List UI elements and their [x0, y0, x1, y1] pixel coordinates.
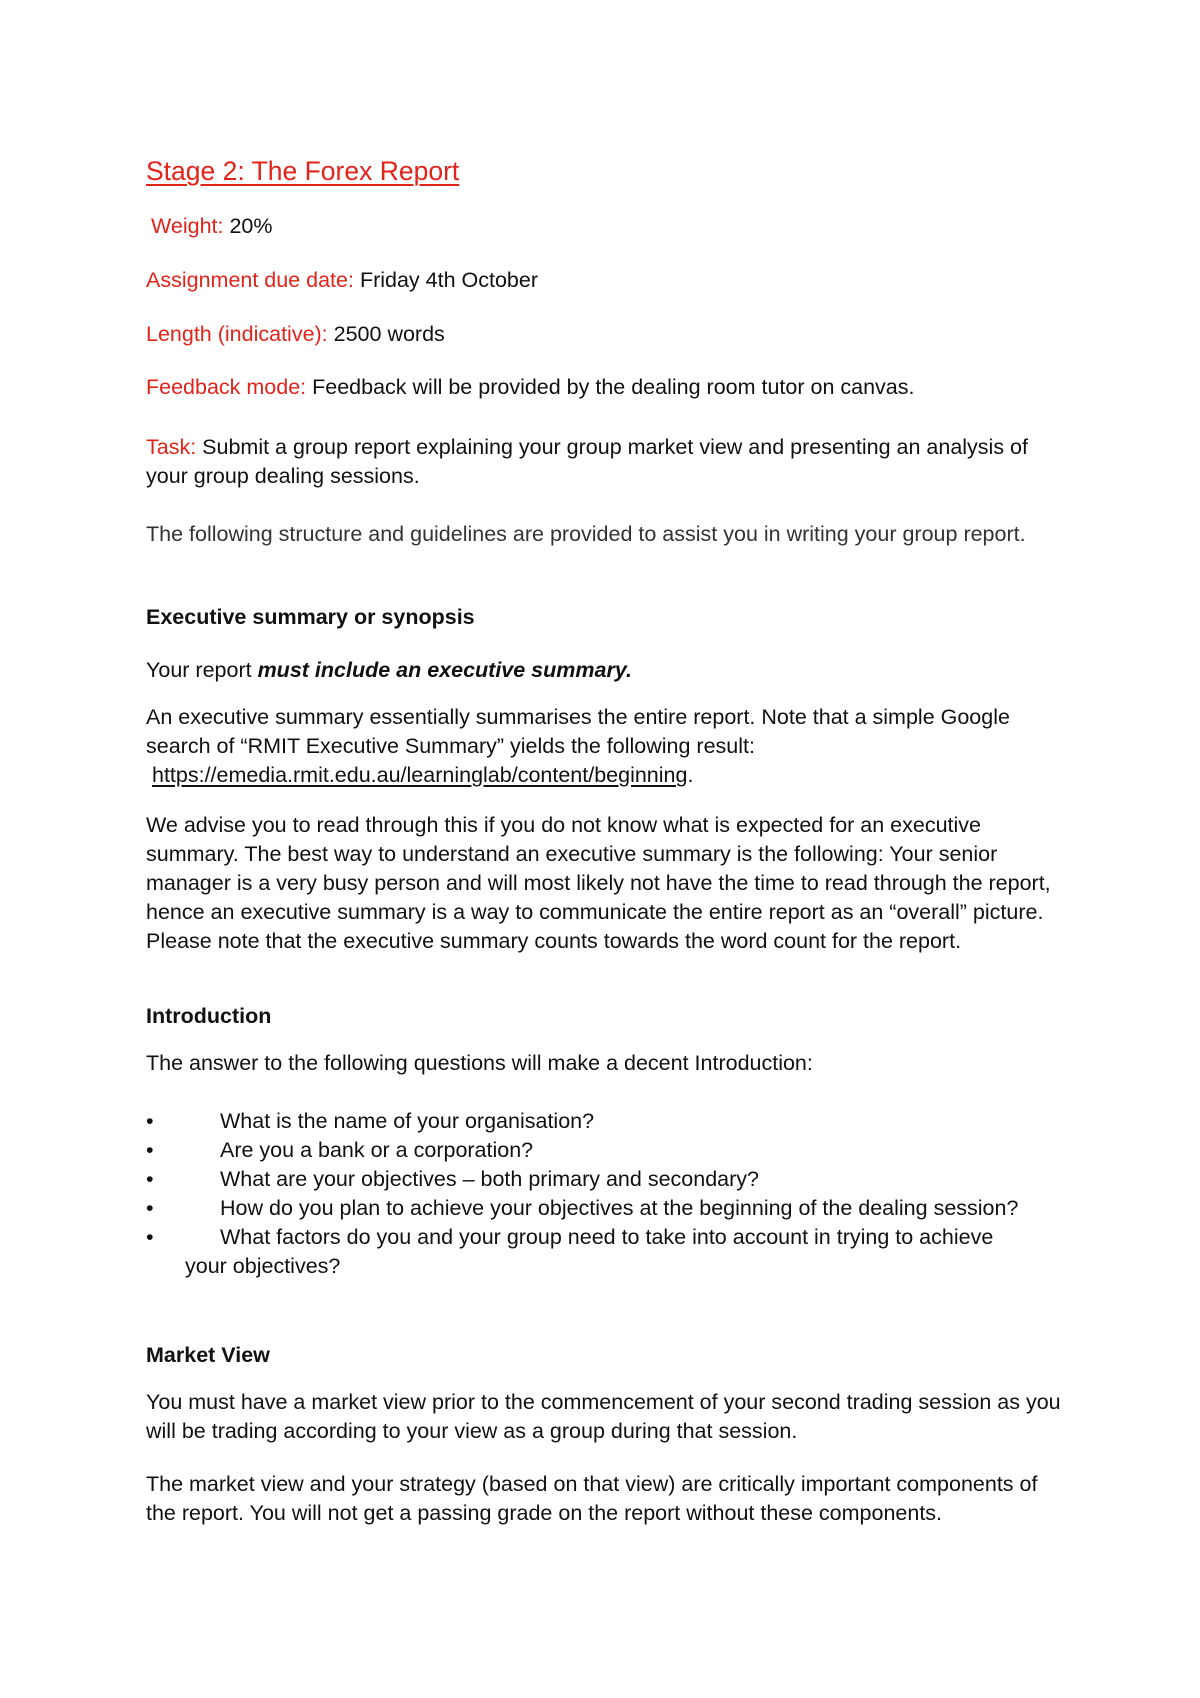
exec-p2-text: An executive summary essentially summarises the entire report. Note that a simple Google search of “RMIT Executive Summary” yields the following result:	[146, 705, 1010, 758]
bullet-text: What are your objectives – both primary and secondary?	[220, 1167, 759, 1191]
exec-summary-requirement	[146, 656, 1076, 685]
task-paragraph	[146, 433, 1046, 491]
market-view-paragraph-1: You must have a market view prior to the commencement of your second trading session as you will be trading according to your view as a group during that session.	[146, 1390, 1061, 1443]
bullet-icon: •	[146, 1109, 154, 1133]
list-item	[146, 1223, 1036, 1281]
weight-label: Weight:	[151, 214, 224, 238]
length-value: 2500 words	[327, 322, 445, 346]
task-value: Submit a group report explaining your group market view and presenting an analysis of your group dealing sessions.	[146, 435, 1028, 488]
list-item	[146, 1136, 1036, 1165]
task-label: Task:	[146, 435, 197, 459]
bullet-icon: •	[146, 1167, 154, 1191]
introduction-heading: Introduction	[146, 1004, 272, 1028]
introduction-bullet-list	[146, 1107, 1036, 1281]
list-item	[146, 1194, 1036, 1223]
exec-summary-advice: We advise you to read through this if you do not know what is expected for an executive summary. The best way to understand an executive summary is the following: Your senior manager is a very busy person and will most likely not have the time to read through the report, hence an executive summary is a way to communicate the entire report as an “overall” picture. Please note that the executive summary counts towards the word count for the report.	[146, 813, 1051, 953]
weight-line	[151, 212, 1081, 241]
bullet-text: How do you plan to achieve your objectives at the beginning of the dealing session?	[220, 1196, 1019, 1220]
bullet-icon: •	[146, 1138, 154, 1162]
structure-intro-paragraph: The following structure and guidelines are provided to assist you in writing your group report.	[146, 522, 1026, 546]
introduction-lead: The answer to the following questions will make a decent Introduction:	[146, 1051, 813, 1075]
market-view-paragraph-2: The market view and your strategy (based on that view) are critically important components of the report. You will not get a passing grade on the report without these components.	[146, 1472, 1038, 1525]
feedback-label: Feedback mode:	[146, 375, 307, 399]
bullet-text: What factors do you and your group need to take into account in trying to achieve your objectives?	[185, 1225, 994, 1278]
due-date-value: Friday 4th October	[353, 268, 538, 292]
feedback-value: Feedback will be provided by the dealing room tutor on canvas.	[306, 375, 915, 399]
document-title: Stage 2: The Forex Report	[146, 156, 460, 186]
exec-p1-emphasis: must include an executive summary.	[257, 658, 632, 682]
length-line	[146, 320, 1076, 349]
bullet-text: What is the name of your organisation?	[220, 1109, 595, 1133]
feedback-line	[146, 373, 1076, 402]
list-item	[146, 1107, 1036, 1136]
learninglab-link[interactable]: https://emedia.rmit.edu.au/learninglab/content/beginning	[151, 763, 688, 787]
due-date-label: Assignment due date:	[146, 268, 354, 292]
exec-p1-text: Your report	[146, 658, 258, 682]
length-label: Length (indicative):	[146, 322, 328, 346]
bullet-icon: •	[146, 1225, 154, 1249]
due-date-line	[146, 266, 1076, 295]
bullet-icon: •	[146, 1196, 154, 1220]
list-item	[146, 1165, 1036, 1194]
exec-summary-description	[146, 703, 1046, 790]
exec-summary-heading: Executive summary or synopsis	[146, 605, 475, 629]
exec-p2-end: .	[687, 763, 694, 787]
market-view-heading: Market View	[146, 1343, 270, 1367]
weight-value: 20%	[223, 214, 273, 238]
bullet-text: Are you a bank or a corporation?	[220, 1138, 534, 1162]
